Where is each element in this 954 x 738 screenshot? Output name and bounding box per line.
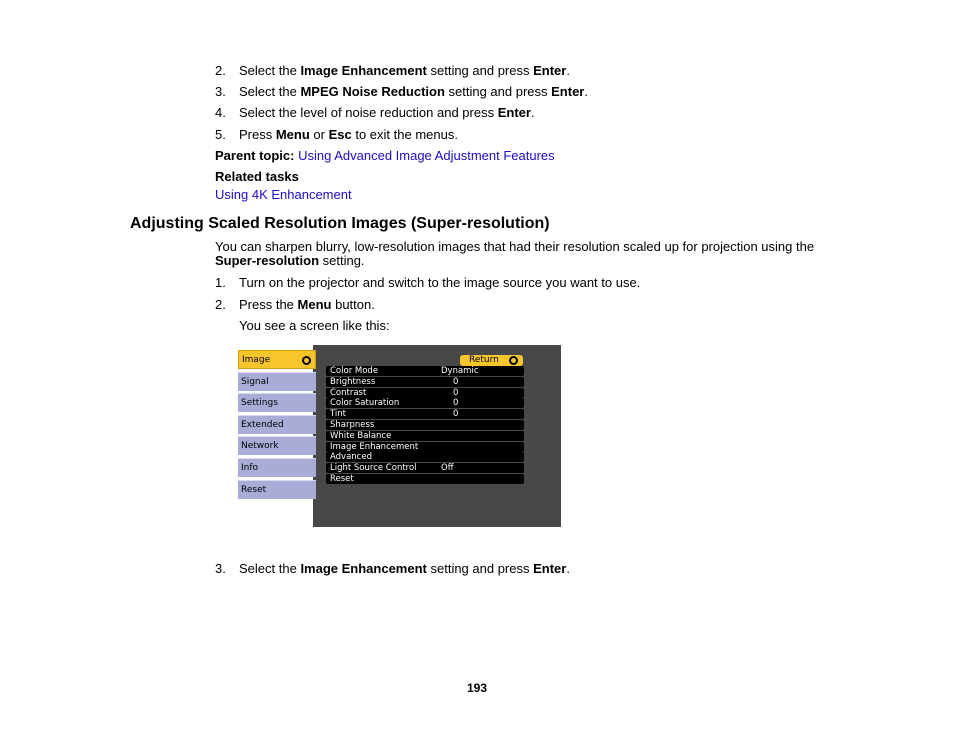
parent-topic-label: Parent topic: bbox=[215, 148, 295, 163]
step-bold: Image Enhancement bbox=[300, 561, 427, 576]
step-number: 2. bbox=[215, 297, 226, 312]
setting-row bbox=[326, 366, 524, 376]
step-text: setting and press bbox=[444, 84, 552, 99]
setting-row bbox=[326, 442, 524, 452]
step-text: button. bbox=[331, 297, 375, 312]
step-text: . bbox=[530, 105, 535, 120]
step-text: setting and press bbox=[426, 561, 534, 576]
parent-topic-link[interactable]: Using Advanced Image Adjustment Features bbox=[298, 148, 555, 163]
setting-label: Color Mode bbox=[330, 366, 379, 376]
setting-value: Off bbox=[441, 463, 454, 474]
step-text: . bbox=[566, 561, 570, 576]
related-tasks-heading bbox=[215, 169, 299, 184]
step-text: Turn on the projector and switch to the image source you want to use. bbox=[239, 275, 641, 290]
parent-topic bbox=[215, 148, 555, 163]
intro-text: setting. bbox=[319, 253, 365, 268]
enter-icon bbox=[302, 356, 311, 365]
menu-tab-network bbox=[238, 436, 316, 455]
step-bold: Enter bbox=[551, 84, 585, 99]
intro-text: You can sharpen blurry, low-resolution images that had their resolution scaled up for projection using the bbox=[215, 239, 815, 254]
menu-tab-label: Extended bbox=[241, 420, 284, 430]
setting-value: 0 bbox=[453, 409, 459, 420]
step-text: Select the bbox=[239, 63, 301, 78]
step-text: Press bbox=[239, 127, 276, 142]
step-bold: Menu bbox=[275, 127, 310, 142]
setting-label: Advanced bbox=[330, 452, 372, 463]
step-number: 5. bbox=[215, 127, 226, 142]
menu-tab-label: Network bbox=[241, 441, 279, 451]
setting-row bbox=[326, 463, 524, 473]
setting-row bbox=[326, 474, 524, 484]
menu-tab-reset bbox=[238, 480, 316, 499]
settings-list bbox=[326, 366, 524, 485]
step-number: 3. bbox=[215, 84, 226, 99]
setting-value: 0 bbox=[453, 376, 459, 387]
setting-label: Reset bbox=[330, 473, 354, 484]
menu-tab-settings bbox=[238, 393, 316, 412]
menu-tab-label: Image bbox=[242, 355, 271, 365]
menu-tab-signal bbox=[238, 372, 316, 391]
menu-tab-label: Info bbox=[241, 463, 259, 473]
section-title: Adjusting Scaled Resolution Images (Super-resolution) bbox=[130, 215, 550, 232]
setting-label: Contrast bbox=[330, 387, 367, 398]
setting-row bbox=[326, 377, 524, 387]
setting-row bbox=[326, 398, 524, 408]
step-number: 3. bbox=[215, 561, 226, 576]
step-bold: Esc bbox=[328, 127, 352, 142]
setting-label: Color Saturation bbox=[330, 398, 400, 409]
step-text: or bbox=[309, 127, 329, 142]
setting-value: Dynamic bbox=[441, 366, 479, 376]
projector-menu-screenshot bbox=[238, 345, 561, 527]
setting-value: 0 bbox=[453, 398, 459, 409]
setting-label: Light Source Control bbox=[330, 463, 417, 474]
return-label: Return bbox=[469, 355, 499, 365]
step-text: . bbox=[584, 84, 588, 99]
related-tasks-label: Related tasks bbox=[215, 169, 299, 184]
step-bold: Menu bbox=[297, 297, 332, 312]
setting-label: Tint bbox=[330, 409, 347, 420]
step-text: to exit the menus. bbox=[351, 127, 458, 142]
setting-label: Image Enhancement bbox=[330, 441, 419, 452]
step-text: Select the bbox=[239, 84, 301, 99]
setting-row bbox=[326, 452, 524, 462]
setting-row bbox=[326, 420, 524, 430]
menu-tab-label: Reset bbox=[241, 485, 267, 495]
setting-row bbox=[326, 431, 524, 441]
menu-tab-extended bbox=[238, 415, 316, 434]
setting-row bbox=[326, 388, 524, 398]
step-bold: Enter bbox=[497, 105, 531, 120]
step-number: 4. bbox=[215, 105, 226, 120]
step-bold: Enter bbox=[533, 561, 567, 576]
step-bold: MPEG Noise Reduction bbox=[300, 84, 445, 99]
section-intro bbox=[215, 240, 814, 268]
setting-label: White Balance bbox=[330, 430, 392, 441]
step-number: 2. bbox=[215, 63, 226, 78]
step-number: 1. bbox=[215, 275, 226, 290]
intro-bold: Super-resolution bbox=[215, 253, 320, 268]
step-bold: Image Enhancement bbox=[300, 63, 427, 78]
menu-tab-info bbox=[238, 458, 316, 477]
menu-tab-label: Settings bbox=[241, 398, 278, 408]
return-button bbox=[460, 355, 523, 366]
setting-row bbox=[326, 409, 524, 419]
menu-tab-image bbox=[238, 350, 316, 369]
step-text: . bbox=[566, 63, 570, 78]
step-text: Press the bbox=[239, 297, 298, 312]
step-bold: Enter bbox=[533, 63, 567, 78]
step-text: Select the bbox=[239, 561, 301, 576]
menu-tab-label: Signal bbox=[241, 377, 269, 387]
step-text: Select the level of noise reduction and press bbox=[239, 105, 498, 120]
screen-note: You see a screen like this: bbox=[239, 318, 390, 333]
setting-label: Sharpness bbox=[330, 419, 375, 430]
setting-label: Brightness bbox=[330, 376, 376, 387]
page-number: 193 bbox=[467, 681, 488, 695]
step-text: setting and press bbox=[426, 63, 534, 78]
return-icon bbox=[509, 356, 518, 365]
setting-value: 0 bbox=[453, 387, 459, 398]
related-task-link[interactable]: Using 4K Enhancement bbox=[215, 187, 352, 202]
